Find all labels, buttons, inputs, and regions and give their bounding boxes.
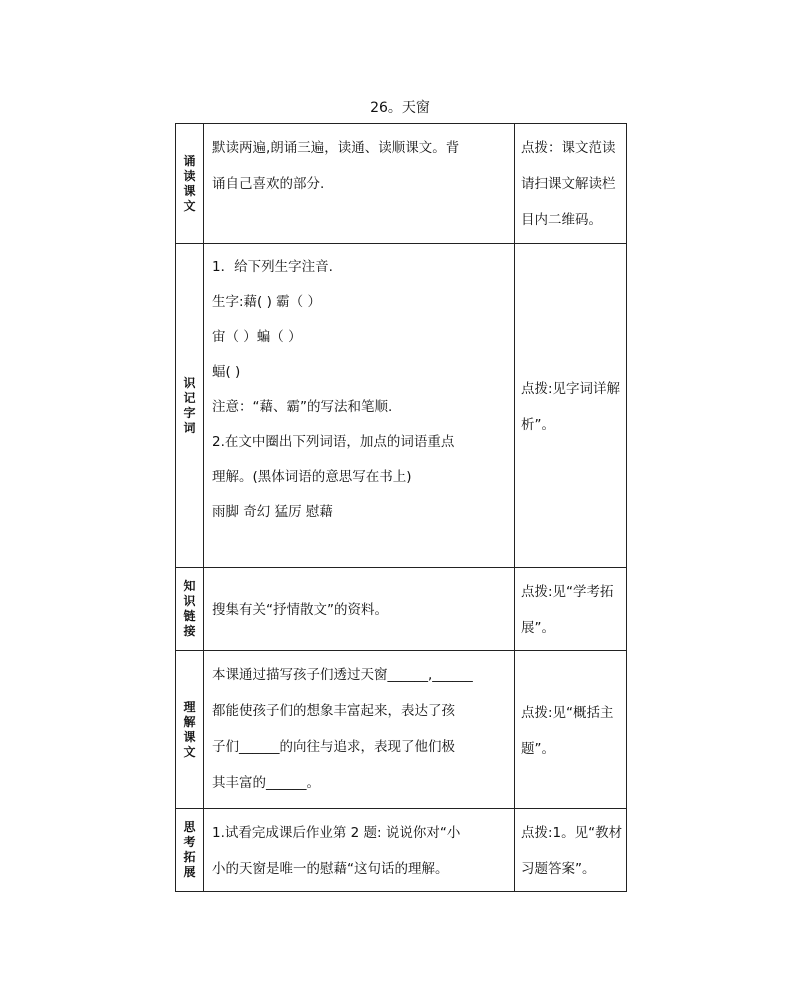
row-content	[204, 651, 515, 809]
row-note	[515, 809, 627, 892]
row-note	[515, 568, 627, 651]
note-line: 请扫课文解读栏	[521, 176, 616, 192]
content-line: 理解。(黑体词语的意思写在书上)	[212, 469, 412, 485]
row-content	[204, 124, 515, 244]
note-line: 点拨:见“概括主	[521, 704, 614, 721]
table-row	[176, 124, 627, 244]
lesson-title: 26。天窗	[370, 100, 430, 116]
row-content	[204, 568, 515, 651]
table-row	[176, 651, 627, 809]
content-line: 其丰富的______。	[212, 775, 320, 791]
content-line: 子们______的向往与追求，表现了他们极	[212, 739, 455, 755]
row-note	[515, 124, 627, 244]
note-line: 点拨:见字词详解	[521, 380, 621, 397]
row-content	[204, 244, 515, 568]
content-line: 小的天窗是唯一的慰藉“这句话的理解。	[212, 861, 449, 877]
row-label: 诵读课文	[176, 124, 204, 244]
note-line: 题”。	[521, 740, 555, 757]
content-line: 本课通过描写孩子们透过天窗______,______	[212, 667, 473, 683]
content-line: 默读两遍,朗诵三遍，读通、读顺课文。背	[212, 140, 460, 156]
table-row	[176, 568, 627, 651]
content-line: 2.在文中圈出下列词语，加点的词语重点	[212, 434, 455, 450]
content-line: 1．给下列生字注音.	[212, 259, 333, 275]
content-line: 搜集有关“抒情散文”的资料。	[212, 602, 388, 618]
row-label: 知识链接	[176, 568, 204, 651]
row-label: 思考拓展	[176, 809, 204, 892]
content-line: 都能使孩子们的想象丰富起来，表达了孩	[212, 703, 455, 719]
row-content	[204, 809, 515, 892]
content-line: 雨脚 奇幻 猛厉 慰藉	[212, 504, 333, 520]
row-label: 识记字词	[176, 244, 204, 568]
row-note	[515, 244, 627, 568]
content-line: 诵自己喜欢的部分.	[212, 176, 325, 192]
note-line: 目内二维码。	[521, 212, 602, 228]
row-label: 理解课文	[176, 651, 204, 809]
note-line: 点拨:1。见“教材	[521, 825, 623, 841]
content-line: 1.试看完成课后作业第 2 题: 说说你对“小	[212, 825, 461, 841]
row-note	[515, 651, 627, 809]
content-line: 宙（ ）蝙（ ）	[212, 329, 302, 345]
study-guide-table	[175, 123, 627, 892]
note-line: 点拨:见“学考拓	[521, 584, 614, 600]
content-line: 生字:藉( ) 霸（ ）	[212, 294, 321, 310]
note-line: 习题答案”。	[521, 861, 596, 877]
note-line: 点拨：课文范读	[521, 140, 616, 156]
note-line: 析”。	[521, 416, 555, 433]
note-line: 展”。	[521, 620, 555, 636]
content-line: 注意：“藉、霸”的写法和笔顺.	[212, 399, 393, 415]
content-line: 蝠( )	[212, 364, 241, 380]
table-row	[176, 809, 627, 892]
table-row	[176, 244, 627, 568]
